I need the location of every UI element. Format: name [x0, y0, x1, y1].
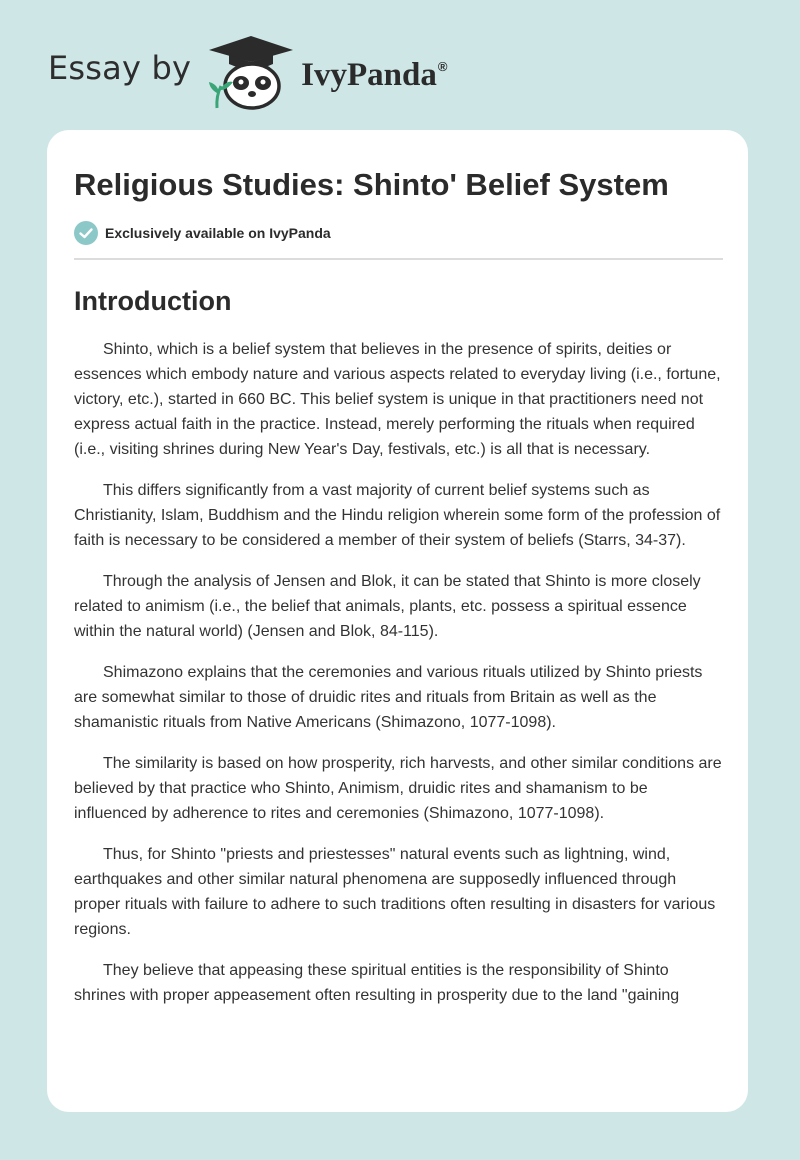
paragraph: The similarity is based on how prosperity, rich harvests, and other similar conditions are believed by that practice who Shinto, Animism, druidic rites and shamanism to be influenced by adherence to rites and ceremonies (Shimazono, 1077-1098).: [74, 755, 722, 822]
exclusive-badge-label: Exclusively available on IvyPanda: [105, 225, 331, 241]
paragraph: Shinto, which is a belief system that believes in the presence of spirits, deities or essences which embody nature and various aspects related to everyday living (i.e., fortune, victory, etc.), started in 660 BC. This belief system is unique in that practitioners need not express actual faith in the practice. Instead, merely performing the rituals when required (i.e., visiting shrines during New Year's Day, festivals, etc.) is all that is necessary.: [74, 341, 721, 458]
brand-prefix: Essay by: [48, 49, 192, 87]
paragraph: This differs significantly from a vast majority of current belief systems such as Christianity, Islam, Buddhism and the Hindu religion wherein some form of the profession of faith is necessary to be considered a member of their system of beliefs (Starrs, 34-37).: [74, 482, 721, 549]
paragraph: They believe that appeasing these spiritual entities is the responsibility of Shinto shrines with proper appeasement often resulting in prosperity due to the land "gaining: [74, 962, 680, 1004]
paragraph: Shimazono explains that the ceremonies and various rituals utilized by Shinto priests are somewhat similar to those of druidic rites and rituals from Britain as well as the shamanistic rituals from Native Americans (Shimazono, 1077-1098).: [74, 664, 703, 731]
exclusive-badge: [74, 221, 723, 245]
check-circle-icon: [74, 221, 98, 245]
paragraph: Through the analysis of Jensen and Blok, it can be stated that Shinto is more closely related to animism (i.e., the belief that animals, plants, etc. possess a spiritual essence within the natural world) (Jensen and Blok, 84-115).: [74, 573, 701, 640]
registered-mark: ®: [437, 58, 448, 74]
brand-name: IvyPanda®: [301, 56, 448, 93]
divider: [74, 258, 723, 260]
page-title: Religious Studies: Shinto' Belief System: [74, 167, 669, 202]
section-heading-introduction: Introduction: [74, 286, 232, 316]
essay-card: [47, 130, 748, 1112]
essay-content: [74, 166, 723, 1024]
paragraph: Thus, for Shinto "priests and priestesses" natural events such as lightning, wind, earthquakes and other similar natural phenomena are supposedly influenced through proper rituals with failure to adhere to such traditions often resulting in disasters for various regions.: [74, 846, 716, 938]
site-header-brand[interactable]: [48, 34, 447, 110]
panda-graduate-icon: [205, 34, 297, 110]
essay-body: [74, 337, 723, 1008]
